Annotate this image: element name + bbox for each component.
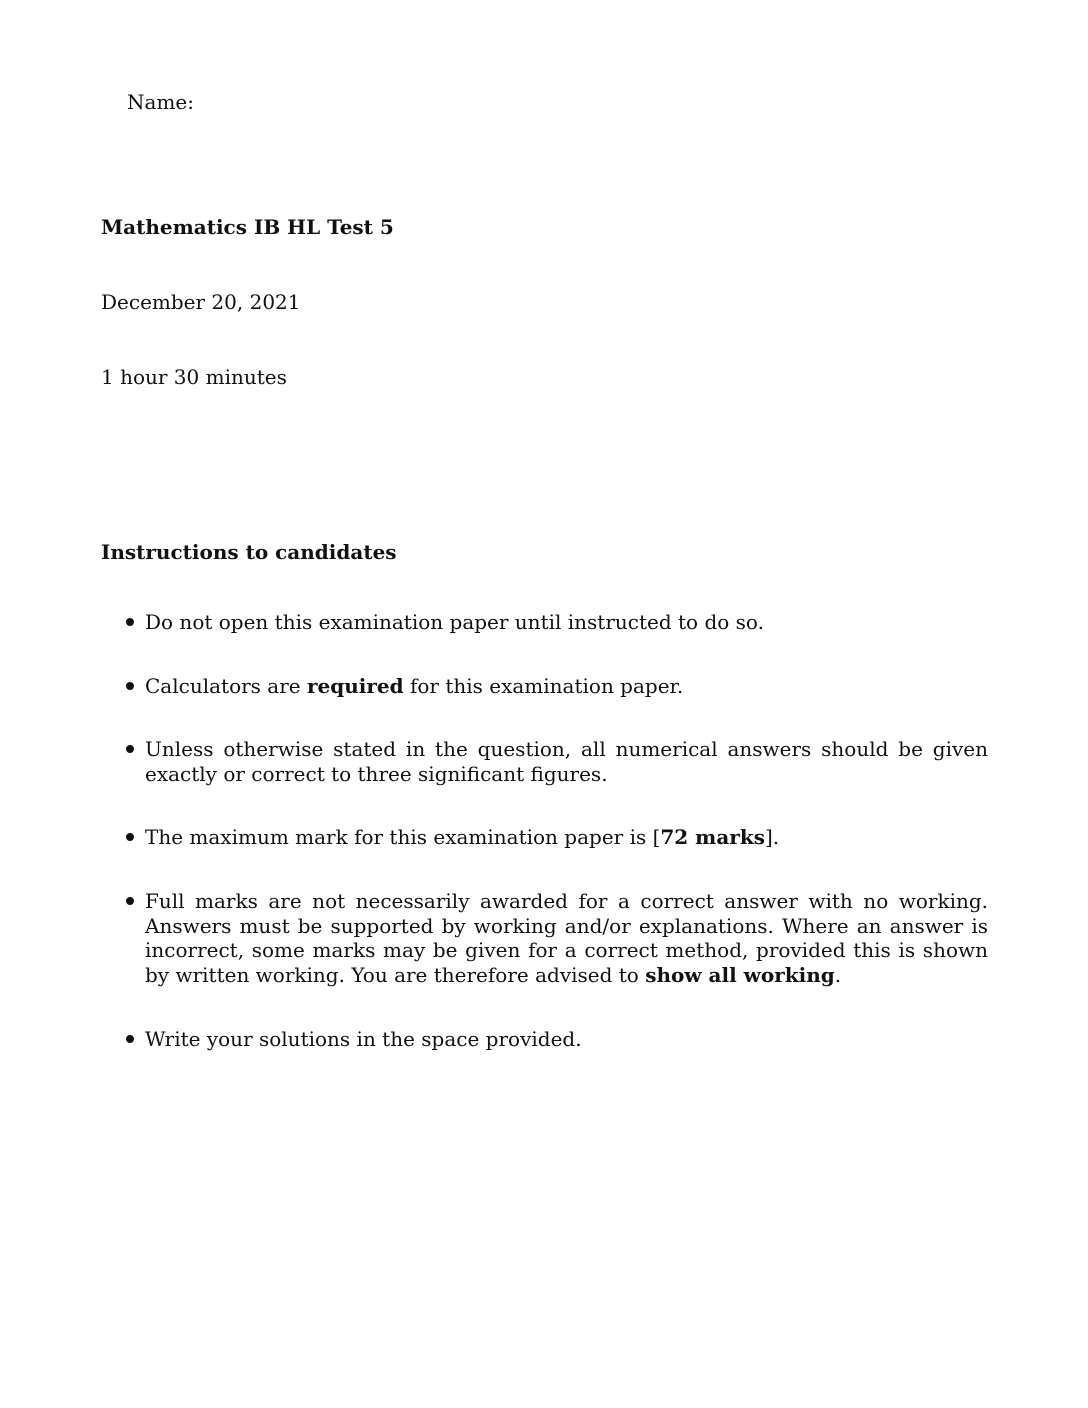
exam-title: Mathematics IB HL Test 5 xyxy=(101,215,394,239)
name-label: Name: xyxy=(127,90,194,114)
emphasis-max-marks: 72 marks xyxy=(660,825,765,849)
bullet-icon xyxy=(126,618,134,626)
instructions-heading: Instructions to candidates xyxy=(101,540,397,564)
instruction-text-6: Write your solutions in the space provided. xyxy=(145,1027,582,1051)
bullet-icon xyxy=(126,1035,134,1043)
exam-duration: 1 hour 30 minutes xyxy=(101,365,287,389)
exam-date: December 20, 2021 xyxy=(101,290,301,314)
instruction-text-5: Full marks are not necessarily awarded for a correct answer with no working. Answers must be supported by working and/or explanations. Where an answer is incorrect, some marks may be given for a correct method, provided this is shown by written working. You are therefore advised to show all working. xyxy=(145,889,988,987)
instruction-text-4: The maximum mark for this examination paper is [72 marks]. xyxy=(145,825,780,849)
emphasis-required: required xyxy=(306,674,404,698)
instruction-text-2: Calculators are required for this examination paper. xyxy=(145,674,684,698)
emphasis-show-all-working: show all working xyxy=(645,962,835,987)
bullet-icon xyxy=(126,745,134,753)
instruction-text-3: Unless otherwise stated in the question, all numerical answers should be given exactly or correct to three significant figures. xyxy=(145,737,988,786)
instruction-text-1: Do not open this examination paper until instructed to do so. xyxy=(145,610,764,634)
bullet-icon xyxy=(126,897,134,905)
bullet-icon xyxy=(126,682,134,690)
bullet-icon xyxy=(126,833,134,841)
